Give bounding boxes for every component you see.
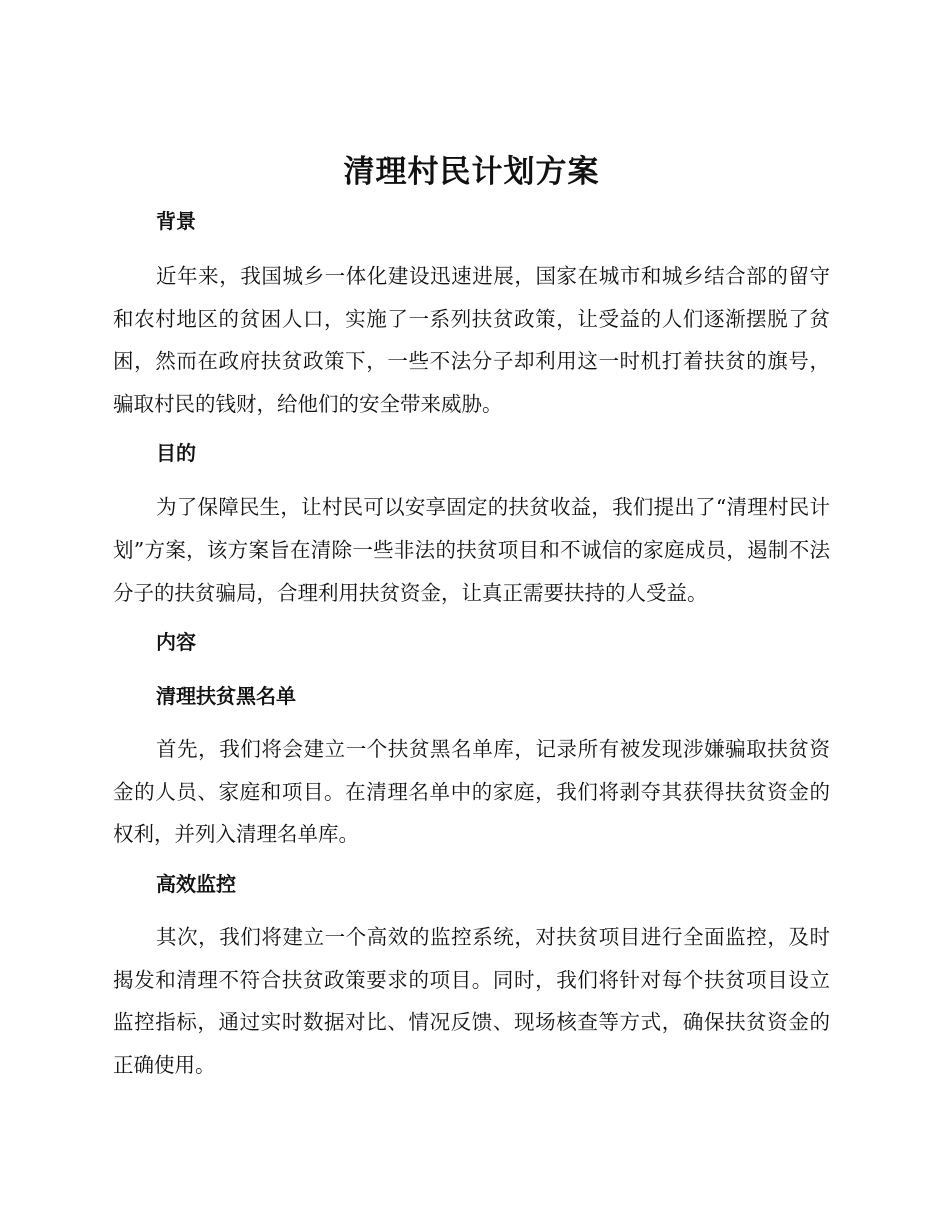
section-heading-purpose: 目的: [156, 441, 196, 466]
document-title: 清理村民计划方案: [343, 154, 600, 190]
subsection-heading-monitoring: 高效监控: [156, 871, 236, 896]
paragraph-background: 近年来，我国城乡一体化建设迅速进展，国家在城市和城乡结合部的留守和农村地区的贫困人口，实施了一系列扶贫政策，让受益的人们逐渐摆脱了贫困，然而在政府扶贫政策下，一些不法分子却利用这一时机打着扶贫的旗号，骗取村民的钱财，给他们的安全带来威胁。: [113, 264, 830, 416]
subsection-heading-blacklist: 清理扶贫黑名单: [156, 684, 296, 709]
paragraph-blacklist: 首先，我们将会建立一个扶贫黑名单库，记录所有被发现涉嫌骗取扶贫资金的人员、家庭和项目。在清理名单中的家庭，我们将剥夺其获得扶贫资金的权利，并列入清理名单库。: [113, 737, 830, 847]
paragraph-monitoring: 其次，我们将建立一个高效的监控系统，对扶贫项目进行全面监控，及时揭发和清理不符合扶贫政策要求的项目。同时，我们将针对每个扶贫项目设立监控指标，通过实时数据对比、情况反馈、现场核查等方式，确保扶贫资金的正确使用。: [113, 924, 830, 1077]
document-page: [113, 150, 830, 1086]
paragraph-purpose: 为了保障民生，让村民可以安享固定的扶贫收益，我们提出了“清理村民计划”方案，该方案旨在清除一些非法的扶贫项目和不诚信的家庭成员，遏制不法分子的扶贫骗局，合理利用扶贫资金，让真正需要扶持的人受益。: [113, 495, 830, 605]
section-heading-content: 内容: [156, 630, 196, 655]
section-heading-background: 背景: [156, 209, 196, 233]
